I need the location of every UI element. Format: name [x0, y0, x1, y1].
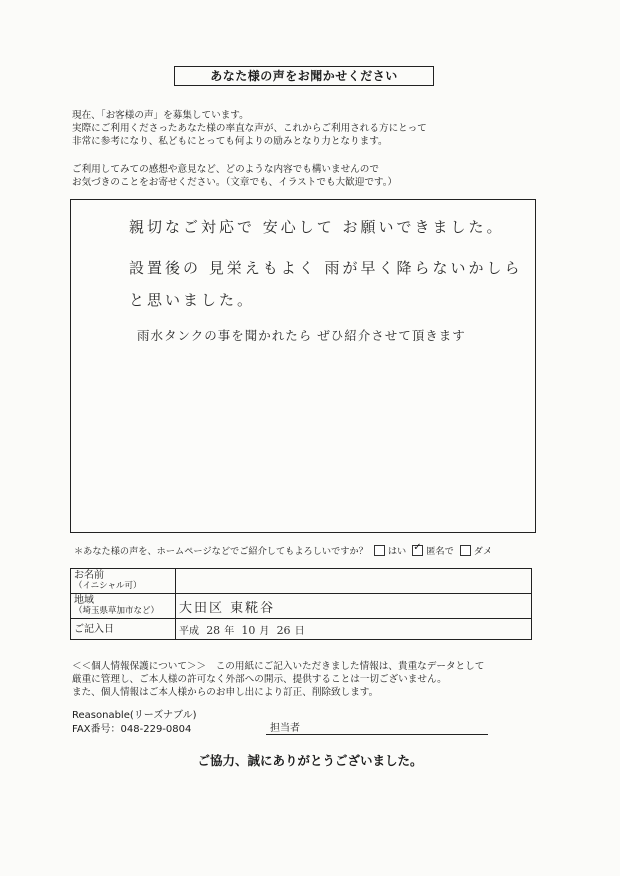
privacy-line: 厳重に管理し、ご本人様の許可なく外部への開示、提供することは一切ございません。 — [72, 674, 447, 685]
name-row — [71, 569, 532, 594]
year-value: 28 — [206, 623, 221, 637]
publish-consent — [74, 543, 492, 557]
privacy-notice — [72, 660, 484, 699]
option-yes-label: はい — [387, 546, 407, 557]
option-no-label: ダメ — [473, 546, 493, 557]
intro-line: 実際にご利用くださったあなた様の率直な声が、これからご利用される方にとって — [72, 123, 427, 134]
manager-label: 担当者 — [270, 723, 300, 734]
comment-line: 親切なご対応で 安心して お願いできました。 — [129, 218, 505, 236]
era-label: 平成 — [179, 625, 199, 637]
manager-field[interactable] — [266, 719, 488, 735]
year-unit: 年 — [224, 625, 235, 637]
company-name: Reasonable(リーズナブル) — [72, 710, 197, 721]
day-value: 26 — [276, 623, 291, 637]
area-field[interactable]: 大田区 東糀谷 — [176, 594, 532, 619]
name-field[interactable] — [176, 569, 532, 594]
intro-line: お気づきのことをお寄せください。（文章でも、イラストでも大歓迎です。） — [72, 177, 398, 188]
thank-you-message: ご協力、誠にありがとうございました。 — [197, 753, 423, 768]
company-info — [72, 709, 197, 737]
comment-box — [70, 199, 536, 533]
checkbox-anonymous[interactable] — [412, 545, 423, 556]
date-field[interactable] — [176, 619, 532, 640]
date-label: ご記入日 — [71, 619, 176, 640]
name-label: お名前 — [74, 570, 104, 581]
day-unit: 日 — [294, 625, 305, 637]
comment-line: 雨水タンクの事を聞かれたら ぜひ紹介させて頂きます — [137, 328, 466, 343]
customer-info-table — [70, 568, 532, 640]
month-value: 10 — [241, 623, 256, 637]
month-unit: 月 — [259, 625, 270, 637]
comment-line: 設置後の 見栄えもよく 雨が早く降らないかしら — [129, 259, 523, 277]
intro-line: 非常に参考になり、私どもにとっても何よりの励みとなり力となります。 — [72, 136, 388, 147]
option-anonymous-label: 匿名で — [426, 546, 454, 557]
form-title: あなた様の声をお聞かせください — [174, 66, 434, 86]
checkbox-no[interactable] — [460, 545, 471, 556]
intro-paragraph-1 — [72, 109, 427, 148]
checkbox-yes[interactable] — [374, 545, 385, 556]
intro-line: 現在、「お客様の声」を募集しています。 — [72, 110, 249, 121]
comment-line: と思いました。 — [129, 291, 256, 309]
area-sublabel: （埼玉県草加市など） — [74, 606, 160, 616]
area-row — [71, 594, 532, 619]
area-label: 地域 — [74, 595, 94, 606]
intro-paragraph-2 — [72, 163, 397, 189]
privacy-line: また、個人情報はご本人様からのお申し出により訂正、削除致します。 — [72, 687, 379, 698]
name-label-cell — [71, 569, 176, 594]
privacy-line: ＜＜個人情報保護について＞＞ この用紙にご記入いただきました情報は、貴重なデータとして — [72, 661, 485, 672]
name-sublabel: （イニシャル可） — [74, 581, 142, 591]
fax-number: FAX番号：048-229-0804 — [72, 724, 192, 735]
intro-line: ご利用してみての感想や意見など、どのような内容でも構いませんので — [72, 164, 379, 175]
area-label-cell — [71, 594, 176, 619]
date-row — [71, 619, 532, 640]
consent-question: ＊あなた様の声を、ホームページなどでご紹介してもよろしいですか？ — [74, 546, 368, 557]
